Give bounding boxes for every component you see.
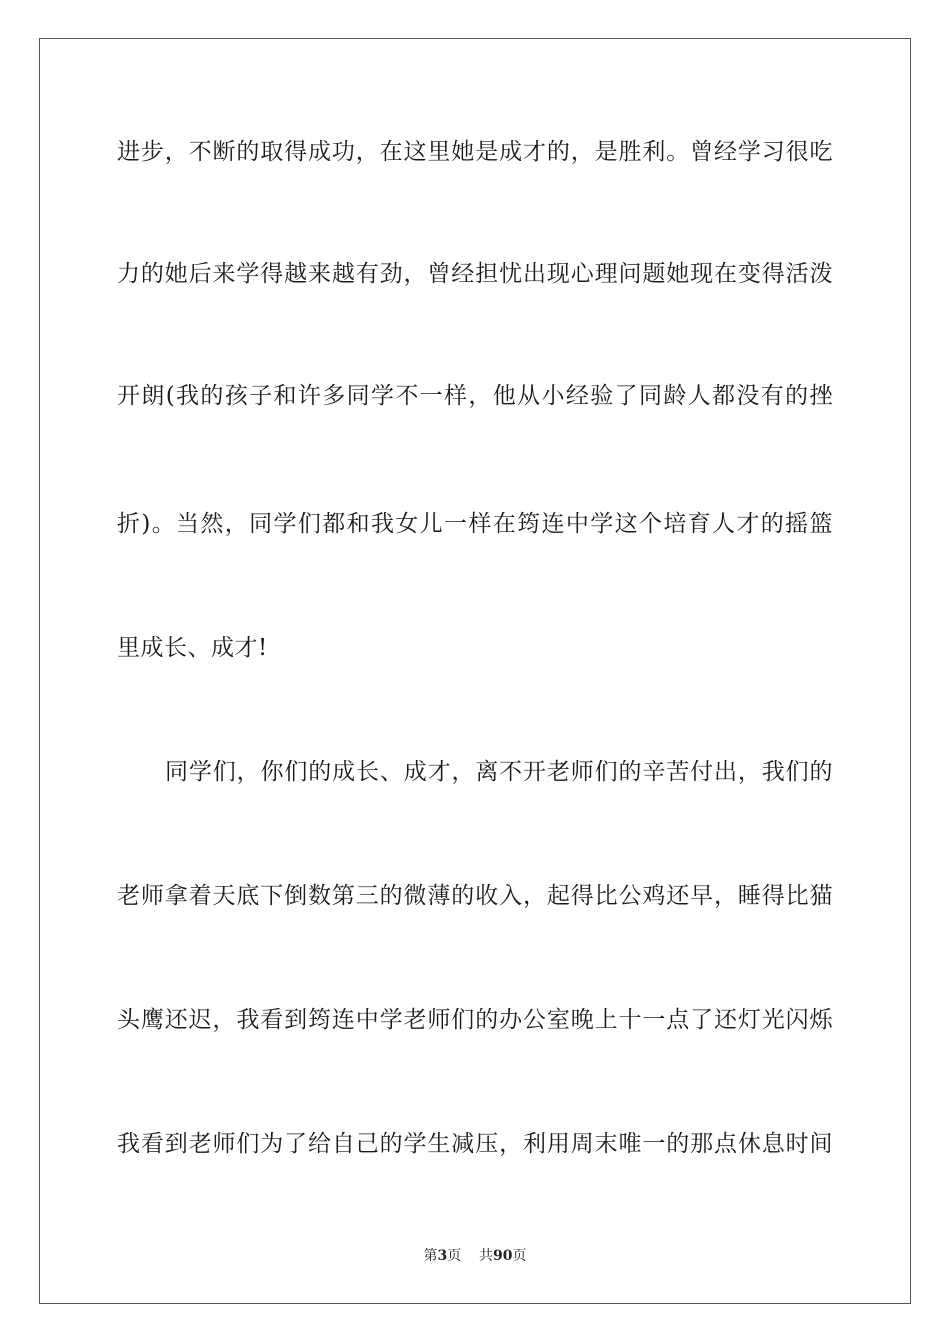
page-footer	[0, 1247, 950, 1265]
text-line-3: 开朗(我的孩子和许多同学不一样，他从小经验了同龄人都没有的挫	[117, 383, 833, 409]
footer-page-suffix: 页	[447, 1248, 462, 1264]
footer-total-prefix: 共	[479, 1248, 494, 1264]
text-line-8: 头鹰还迟，我看到筠连中学老师们的办公室晚上十一点了还灯光闪烁	[117, 1007, 833, 1033]
text-line-1: 进步，不断的取得成功，在这里她是成才的，是胜利。曾经学习很吃	[117, 139, 833, 165]
text-line-2: 力的她后来学得越来越有劲，曾经担忧出现心理问题她现在变得活泼	[117, 261, 833, 287]
footer-page-number: 3	[437, 1248, 448, 1264]
footer-page-prefix: 第	[423, 1248, 438, 1264]
text-line-7: 老师拿着天底下倒数第三的微薄的收入，起得比公鸡还早，睡得比猫	[117, 883, 833, 909]
text-line-9: 我看到老师们为了给自己的学生减压，利用周末唯一的那点休息时间	[117, 1131, 833, 1157]
text-line-5: 里成长、成才!	[117, 635, 268, 661]
text-line-6-paragraph-start: 同学们，你们的成长、成才，离不开老师们的辛苦付出，我们的	[165, 759, 833, 785]
page-border	[39, 38, 911, 1304]
text-line-4: 折)。当然，同学们都和我女儿一样在筠连中学这个培育人才的摇篮	[117, 511, 833, 537]
footer-total-pages: 90	[493, 1248, 513, 1264]
footer-total-suffix: 页	[512, 1248, 527, 1264]
